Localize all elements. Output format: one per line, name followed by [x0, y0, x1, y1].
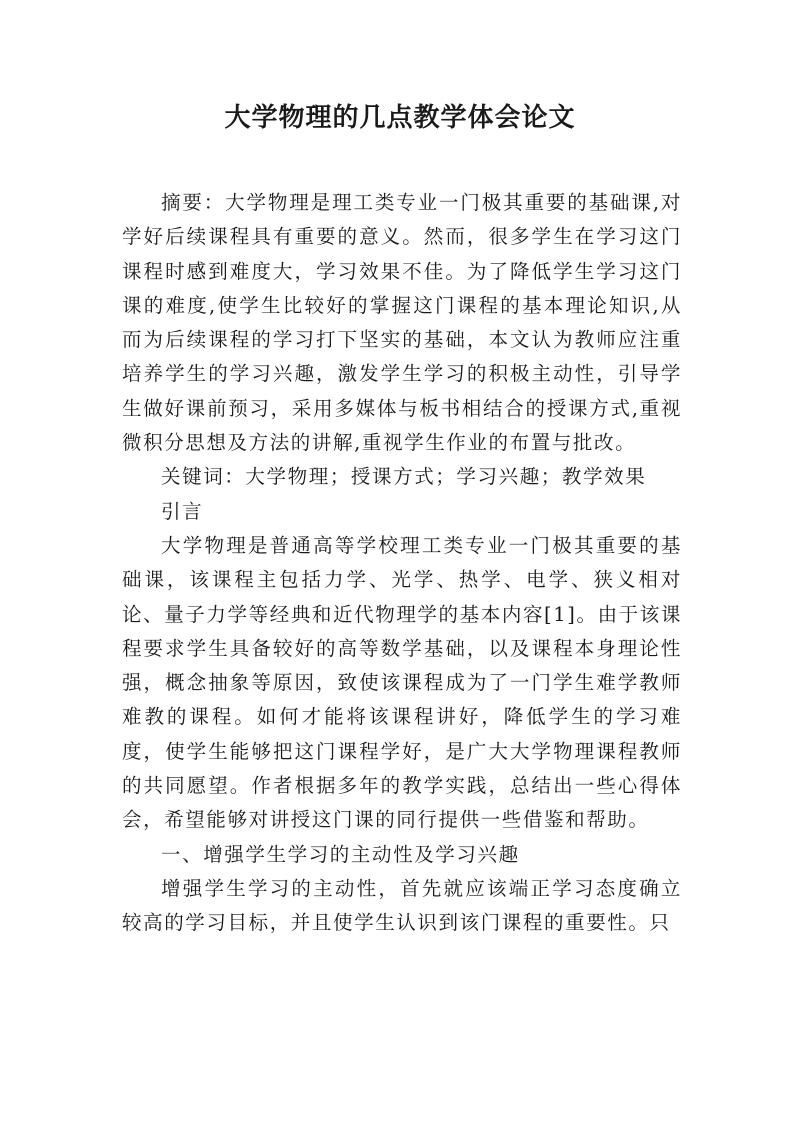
section-1-paragraph: 增强学生学习的主动性，首先就应该端正学习态度确立较高的学习目标，并且使学生认识到该门课程的重要性。只 — [122, 876, 682, 935]
introduction-paragraph: 大学物理是普通高等学校理工类专业一门极其重要的基础课，该课程主包括力学、光学、热学、电学、狭义相对论、量子力学等经典和近代物理学的基本内容[1]。由于该课程要求学生具备较好的高等数学基础，以及课程本身理论性强，概念抽象等原因，致使该课程成为了一门学生难学教师难教的课程。如何才能将该课程讲好，降低学生的学习难度，使学生能够把这门课程学好，是广大大学物理课程教师的共同愿望。作者根据多年的教学实践，总结出一些心得体会，希望能够对讲授这门课的同行提供一些借鉴和帮助。 — [122, 533, 682, 832]
section-1-heading: 一、增强学生学习的主动性及学习兴趣 — [161, 842, 520, 866]
keywords-paragraph: 关键词：大学物理；授课方式；学习兴趣；教学效果 — [161, 465, 647, 489]
introduction-heading: 引言 — [161, 499, 204, 523]
document-body — [122, 186, 682, 941]
document-title: 大学物理的几点教学体会论文 — [224, 103, 576, 133]
abstract-paragraph: 摘要：大学物理是理工类专业一门极其重要的基础课,对学好后续课程具有重要的意义。然而，很多学生在学习这门课程时感到难度大，学习效果不佳。为了降低学生学习这门课的难度,使学生比较好的掌握这门课程的基本理论知识,从而为后续课程的学习打下坚实的基础，本文认为教师应注重培养学生的学习兴趣，激发学生学习的积极主动性，引导学生做好课前预习，采用多媒体与板书相结合的授课方式,重视微积分思想及方法的讲解,重视学生作业的布置与批改。 — [122, 191, 682, 455]
